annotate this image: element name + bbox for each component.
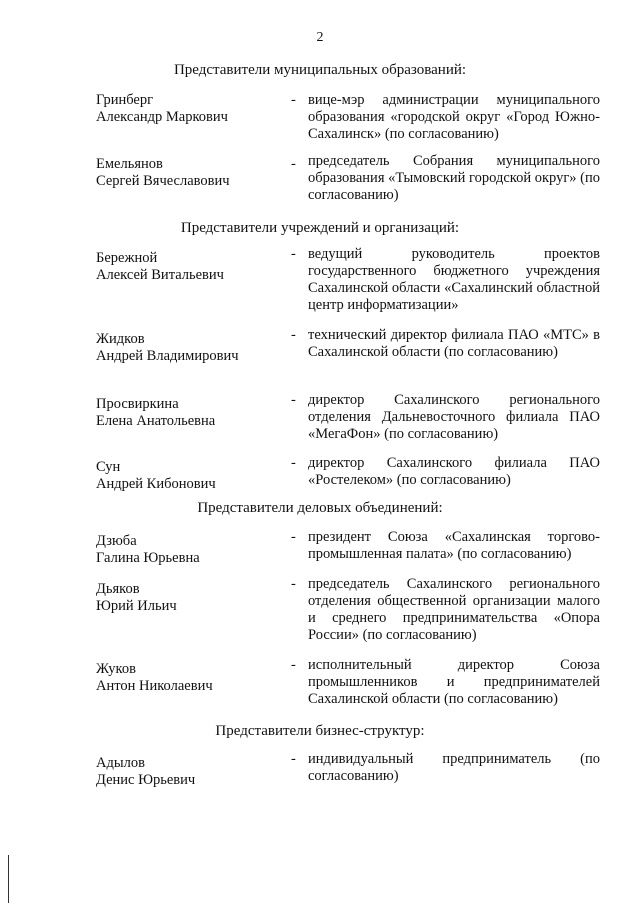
section-heading-municipal: Представители муниципальных образований: <box>173 62 467 78</box>
member-role: вице-мэр администрации муниципального образования «городской округ «Город Южно-Сахалинск» (по согласованию) <box>308 92 600 142</box>
member-name <box>96 92 276 126</box>
member-dash: - <box>291 529 296 545</box>
member-name <box>96 459 276 493</box>
member-name <box>96 250 276 284</box>
member-surname: Адылов <box>96 755 145 771</box>
member-role: председатель Сахалинского регионального отделения общественной организации малого и среднего предпринимательства «Опора России» (по согласованию) <box>308 576 600 643</box>
member-surname: Гринберг <box>96 92 154 108</box>
section-heading-business-associations: Представители деловых объединений: <box>197 500 443 516</box>
member-surname: Дзюба <box>96 533 137 549</box>
member-dash: - <box>291 751 296 767</box>
member-role: технический директор филиала ПАО «МТС» в Сахалинской области (по согласованию) <box>308 327 600 360</box>
member-surname: Жуков <box>96 661 136 677</box>
member-name <box>96 533 276 567</box>
section-heading-institutions: Представители учреждений и организаций: <box>180 220 460 236</box>
member-dash: - <box>291 327 296 343</box>
member-dash: - <box>291 156 296 172</box>
member-surname: Бережной <box>96 250 158 266</box>
member-name <box>96 396 276 430</box>
scan-edge-line <box>8 855 9 903</box>
member-role: ведущий руководитель проектов государственного бюджетного учреждения Сахалинской области «Сахалинский областной центр информатизации» <box>308 246 600 313</box>
section-heading-business-structures: Представители бизнес-структур: <box>215 723 425 739</box>
member-role: исполнительный директор Союза промышленников и предпринимателей Сахалинской области (по согласованию) <box>308 657 600 707</box>
member-role: директор Сахалинского филиала ПАО «Ростелеком» (по согласованию) <box>308 455 600 488</box>
member-dash: - <box>291 92 296 108</box>
member-dash: - <box>291 657 296 673</box>
member-dash: - <box>291 576 296 592</box>
member-name <box>96 661 276 695</box>
member-dash: - <box>291 455 296 471</box>
member-given-names: Андрей Владимирович <box>96 348 239 364</box>
member-role: директор Сахалинского регионального отделения Дальневосточного филиала ПАО «МегаФон» (по согласованию) <box>308 392 600 442</box>
member-dash: - <box>291 246 296 262</box>
member-given-names: Антон Николаевич <box>96 678 213 694</box>
member-given-names: Галина Юрьевна <box>96 550 200 566</box>
member-given-names: Андрей Кибонович <box>96 476 216 492</box>
member-role: председатель Собрания муниципального образования «Тымовский городской округ» (по согласованию) <box>308 153 600 203</box>
member-dash: - <box>291 392 296 408</box>
member-surname: Сун <box>96 459 121 475</box>
member-name <box>96 331 276 365</box>
member-given-names: Елена Анатольевна <box>96 413 216 429</box>
member-given-names: Алексей Витальевич <box>96 267 224 283</box>
member-name <box>96 755 276 789</box>
member-name <box>96 156 276 190</box>
member-given-names: Сергей Вячеславович <box>96 173 230 189</box>
member-given-names: Александр Маркович <box>96 109 228 125</box>
member-surname: Емельянов <box>96 156 163 172</box>
member-given-names: Денис Юрьевич <box>96 772 196 788</box>
member-surname: Жидков <box>96 331 145 347</box>
member-role: индивидуальный предприниматель (по согласованию) <box>308 751 600 784</box>
member-surname: Просвиркина <box>96 396 179 412</box>
page-number: 2 <box>316 30 324 45</box>
member-given-names: Юрий Ильич <box>96 598 177 614</box>
member-name <box>96 581 276 615</box>
member-role: президент Союза «Сахалинская торгово-промышленная палата» (по согласованию) <box>308 529 600 562</box>
member-surname: Дьяков <box>96 581 140 597</box>
